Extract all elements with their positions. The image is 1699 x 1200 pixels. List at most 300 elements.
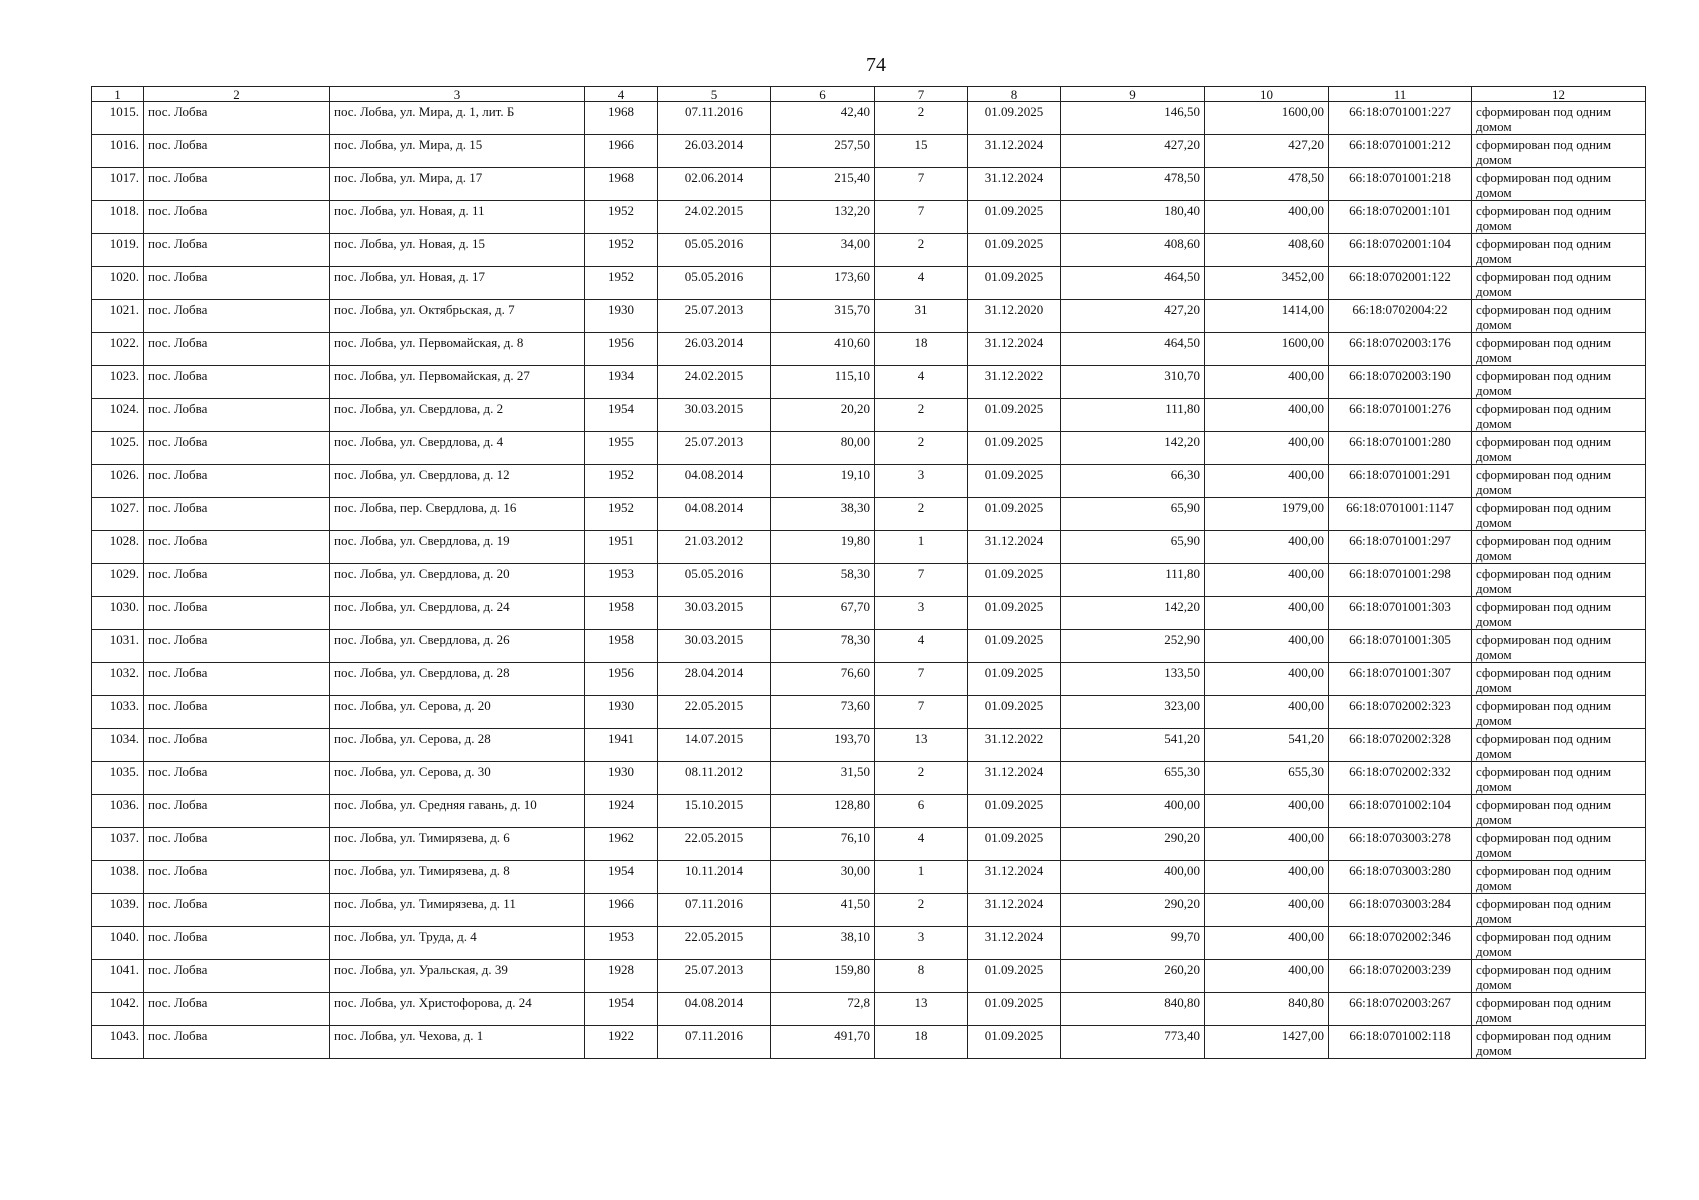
- cell-residents: 4: [875, 267, 968, 300]
- cell-land-area-total: 408,60: [1205, 234, 1329, 267]
- cell-address: пос. Лобва, ул. Новая, д. 11: [330, 201, 585, 234]
- cell-area: 257,50: [771, 135, 875, 168]
- table-row: [92, 168, 1646, 201]
- cell-year: 1968: [585, 168, 658, 201]
- cell-residents: 3: [875, 597, 968, 630]
- cell-land-area: 290,20: [1061, 894, 1205, 927]
- cell-date-registered: 07.11.2016: [658, 1026, 771, 1059]
- cell-date-registered: 05.05.2016: [658, 267, 771, 300]
- cell-land-area-total: 400,00: [1205, 795, 1329, 828]
- column-header-8: 8: [968, 87, 1061, 102]
- cell-settlement: пос. Лобва: [144, 333, 330, 366]
- cell-area: 72,8: [771, 993, 875, 1026]
- cell-area: 67,70: [771, 597, 875, 630]
- cell-residents: 18: [875, 333, 968, 366]
- table-row: [92, 267, 1646, 300]
- cell-date-registered: 04.08.2014: [658, 993, 771, 1026]
- cell-area: 34,00: [771, 234, 875, 267]
- cell-date-registered: 14.07.2015: [658, 729, 771, 762]
- cell-row-number: 1026.: [92, 465, 144, 498]
- cell-cadastral-number: 66:18:0702003:239: [1329, 960, 1472, 993]
- cell-residents: 2: [875, 399, 968, 432]
- cell-residents: 2: [875, 432, 968, 465]
- cell-settlement: пос. Лобва: [144, 366, 330, 399]
- cell-settlement: пос. Лобва: [144, 135, 330, 168]
- cell-land-area-total: 400,00: [1205, 531, 1329, 564]
- cell-residents: 2: [875, 894, 968, 927]
- cell-deadline-date: 01.09.2025: [968, 267, 1061, 300]
- cell-residents: 4: [875, 630, 968, 663]
- cell-status: сформирован под одним домом: [1472, 201, 1646, 234]
- cell-land-area: 66,30: [1061, 465, 1205, 498]
- table-row: [92, 531, 1646, 564]
- cell-deadline-date: 31.12.2024: [968, 168, 1061, 201]
- cell-residents: 4: [875, 366, 968, 399]
- cell-area: 58,30: [771, 564, 875, 597]
- cell-settlement: пос. Лобва: [144, 399, 330, 432]
- cell-cadastral-number: 66:18:0701001:305: [1329, 630, 1472, 663]
- cell-area: 115,10: [771, 366, 875, 399]
- cell-address: пос. Лобва, ул. Труда, д. 4: [330, 927, 585, 960]
- column-header-1: 1: [92, 87, 144, 102]
- cell-deadline-date: 31.12.2024: [968, 861, 1061, 894]
- cell-status: сформирован под одним домом: [1472, 135, 1646, 168]
- cell-land-area-total: 400,00: [1205, 597, 1329, 630]
- cell-cadastral-number: 66:18:0701002:104: [1329, 795, 1472, 828]
- cell-area: 315,70: [771, 300, 875, 333]
- cell-land-area: 464,50: [1061, 333, 1205, 366]
- cell-status: сформирован под одним домом: [1472, 399, 1646, 432]
- cell-cadastral-number: 66:18:0702003:267: [1329, 993, 1472, 1026]
- cell-year: 1953: [585, 564, 658, 597]
- cell-address: пос. Лобва, ул. Мира, д. 17: [330, 168, 585, 201]
- cell-land-area-total: 400,00: [1205, 366, 1329, 399]
- cell-deadline-date: 01.09.2025: [968, 102, 1061, 135]
- cell-area: 78,30: [771, 630, 875, 663]
- cell-cadastral-number: 66:18:0702002:323: [1329, 696, 1472, 729]
- cell-settlement: пос. Лобва: [144, 993, 330, 1026]
- cell-land-area: 464,50: [1061, 267, 1205, 300]
- cell-row-number: 1036.: [92, 795, 144, 828]
- column-header-5: 5: [658, 87, 771, 102]
- cell-year: 1954: [585, 993, 658, 1026]
- cell-date-registered: 26.03.2014: [658, 135, 771, 168]
- cell-land-area-total: 400,00: [1205, 465, 1329, 498]
- cell-status: сформирован под одним домом: [1472, 564, 1646, 597]
- column-header-3: 3: [330, 87, 585, 102]
- cell-area: 193,70: [771, 729, 875, 762]
- cell-address: пос. Лобва, ул. Свердлова, д. 4: [330, 432, 585, 465]
- cell-year: 1922: [585, 1026, 658, 1059]
- cell-date-registered: 22.05.2015: [658, 927, 771, 960]
- cell-settlement: пос. Лобва: [144, 861, 330, 894]
- column-header-7: 7: [875, 87, 968, 102]
- cell-status: сформирован под одним домом: [1472, 663, 1646, 696]
- cell-land-area-total: 1427,00: [1205, 1026, 1329, 1059]
- cell-land-area: 408,60: [1061, 234, 1205, 267]
- cell-cadastral-number: 66:18:0702001:122: [1329, 267, 1472, 300]
- cell-address: пос. Лобва, ул. Чехова, д. 1: [330, 1026, 585, 1059]
- table-row: [92, 795, 1646, 828]
- cell-cadastral-number: 66:18:0702001:101: [1329, 201, 1472, 234]
- cell-address: пос. Лобва, ул. Серова, д. 28: [330, 729, 585, 762]
- cell-land-area: 400,00: [1061, 795, 1205, 828]
- cell-land-area: 427,20: [1061, 135, 1205, 168]
- cell-cadastral-number: 66:18:0701001:1147: [1329, 498, 1472, 531]
- cell-year: 1934: [585, 366, 658, 399]
- cell-land-area-total: 541,20: [1205, 729, 1329, 762]
- cell-date-registered: 26.03.2014: [658, 333, 771, 366]
- cell-row-number: 1025.: [92, 432, 144, 465]
- cell-address: пос. Лобва, ул. Свердлова, д. 24: [330, 597, 585, 630]
- cell-land-area-total: 1600,00: [1205, 102, 1329, 135]
- cell-land-area-total: 1414,00: [1205, 300, 1329, 333]
- cell-residents: 13: [875, 993, 968, 1026]
- column-header-9: 9: [1061, 87, 1205, 102]
- cell-row-number: 1016.: [92, 135, 144, 168]
- cell-land-area: 65,90: [1061, 498, 1205, 531]
- cell-year: 1958: [585, 597, 658, 630]
- cell-cadastral-number: 66:18:0702002:346: [1329, 927, 1472, 960]
- cell-area: 41,50: [771, 894, 875, 927]
- cell-row-number: 1024.: [92, 399, 144, 432]
- cell-status: сформирован под одним домом: [1472, 465, 1646, 498]
- column-header-11: 11: [1329, 87, 1472, 102]
- cell-address: пос. Лобва, ул. Новая, д. 15: [330, 234, 585, 267]
- cell-land-area-total: 400,00: [1205, 894, 1329, 927]
- cell-status: сформирован под одним домом: [1472, 300, 1646, 333]
- cell-area: 19,10: [771, 465, 875, 498]
- table-row: [92, 729, 1646, 762]
- cell-status: сформирован под одним домом: [1472, 168, 1646, 201]
- cell-year: 1955: [585, 432, 658, 465]
- cell-area: 76,60: [771, 663, 875, 696]
- cell-deadline-date: 01.09.2025: [968, 828, 1061, 861]
- cell-deadline-date: 01.09.2025: [968, 498, 1061, 531]
- cell-deadline-date: 01.09.2025: [968, 564, 1061, 597]
- cell-year: 1956: [585, 663, 658, 696]
- table-row: [92, 663, 1646, 696]
- cell-residents: 8: [875, 960, 968, 993]
- cell-row-number: 1017.: [92, 168, 144, 201]
- cell-land-area-total: 427,20: [1205, 135, 1329, 168]
- cell-row-number: 1039.: [92, 894, 144, 927]
- cell-cadastral-number: 66:18:0701001:276: [1329, 399, 1472, 432]
- cell-status: сформирован под одним домом: [1472, 828, 1646, 861]
- cell-residents: 15: [875, 135, 968, 168]
- cell-area: 410,60: [771, 333, 875, 366]
- cell-address: пос. Лобва, ул. Тимирязева, д. 11: [330, 894, 585, 927]
- cell-address: пос. Лобва, ул. Мира, д. 15: [330, 135, 585, 168]
- cell-residents: 31: [875, 300, 968, 333]
- cell-area: 31,50: [771, 762, 875, 795]
- cell-land-area: 133,50: [1061, 663, 1205, 696]
- cell-land-area-total: 400,00: [1205, 201, 1329, 234]
- cell-land-area-total: 840,80: [1205, 993, 1329, 1026]
- cell-settlement: пос. Лобва: [144, 630, 330, 663]
- cell-deadline-date: 31.12.2022: [968, 366, 1061, 399]
- table-row: [92, 894, 1646, 927]
- cell-deadline-date: 31.12.2024: [968, 531, 1061, 564]
- cell-deadline-date: 01.09.2025: [968, 993, 1061, 1026]
- cell-land-area: 541,20: [1061, 729, 1205, 762]
- cell-row-number: 1041.: [92, 960, 144, 993]
- cell-area: 19,80: [771, 531, 875, 564]
- cell-status: сформирован под одним домом: [1472, 894, 1646, 927]
- cell-deadline-date: 01.09.2025: [968, 960, 1061, 993]
- cell-address: пос. Лобва, ул. Свердлова, д. 19: [330, 531, 585, 564]
- table-row: [92, 927, 1646, 960]
- table-row: [92, 861, 1646, 894]
- table-row: [92, 366, 1646, 399]
- cell-land-area-total: 400,00: [1205, 927, 1329, 960]
- cell-land-area-total: 655,30: [1205, 762, 1329, 795]
- cell-cadastral-number: 66:18:0702002:332: [1329, 762, 1472, 795]
- cell-residents: 18: [875, 1026, 968, 1059]
- cell-year: 1930: [585, 696, 658, 729]
- cell-land-area: 111,80: [1061, 564, 1205, 597]
- cell-land-area: 840,80: [1061, 993, 1205, 1026]
- cell-area: 491,70: [771, 1026, 875, 1059]
- cell-address: пос. Лобва, ул. Уральская, д. 39: [330, 960, 585, 993]
- cell-settlement: пос. Лобва: [144, 102, 330, 135]
- cell-settlement: пос. Лобва: [144, 795, 330, 828]
- cell-cadastral-number: 66:18:0701001:307: [1329, 663, 1472, 696]
- cell-date-registered: 21.03.2012: [658, 531, 771, 564]
- cell-residents: 6: [875, 795, 968, 828]
- cell-cadastral-number: 66:18:0703003:278: [1329, 828, 1472, 861]
- cell-row-number: 1022.: [92, 333, 144, 366]
- cell-deadline-date: 31.12.2022: [968, 729, 1061, 762]
- cell-area: 173,60: [771, 267, 875, 300]
- cell-address: пос. Лобва, ул. Свердлова, д. 12: [330, 465, 585, 498]
- cell-address: пос. Лобва, ул. Первомайская, д. 8: [330, 333, 585, 366]
- cell-land-area-total: 400,00: [1205, 432, 1329, 465]
- cell-deadline-date: 01.09.2025: [968, 1026, 1061, 1059]
- cell-land-area-total: 1979,00: [1205, 498, 1329, 531]
- cell-date-registered: 30.03.2015: [658, 597, 771, 630]
- cell-residents: 3: [875, 927, 968, 960]
- cell-year: 1951: [585, 531, 658, 564]
- table-row: [92, 564, 1646, 597]
- cell-row-number: 1043.: [92, 1026, 144, 1059]
- table-row: [92, 993, 1646, 1026]
- cell-land-area-total: 400,00: [1205, 861, 1329, 894]
- cell-settlement: пос. Лобва: [144, 894, 330, 927]
- cell-deadline-date: 01.09.2025: [968, 795, 1061, 828]
- cell-land-area: 65,90: [1061, 531, 1205, 564]
- cell-address: пос. Лобва, ул. Свердлова, д. 2: [330, 399, 585, 432]
- cell-year: 1924: [585, 795, 658, 828]
- cell-deadline-date: 31.12.2024: [968, 894, 1061, 927]
- cell-date-registered: 02.06.2014: [658, 168, 771, 201]
- cell-cadastral-number: 66:18:0702002:328: [1329, 729, 1472, 762]
- cell-status: сформирован под одним домом: [1472, 498, 1646, 531]
- cell-date-registered: 28.04.2014: [658, 663, 771, 696]
- cell-date-registered: 22.05.2015: [658, 828, 771, 861]
- cell-land-area-total: 400,00: [1205, 663, 1329, 696]
- cell-deadline-date: 01.09.2025: [968, 234, 1061, 267]
- table-row: [92, 201, 1646, 234]
- cell-area: 20,20: [771, 399, 875, 432]
- cell-row-number: 1030.: [92, 597, 144, 630]
- table-row: [92, 828, 1646, 861]
- cell-area: 128,80: [771, 795, 875, 828]
- cell-land-area: 252,90: [1061, 630, 1205, 663]
- cell-deadline-date: 31.12.2024: [968, 333, 1061, 366]
- cell-land-area-total: 400,00: [1205, 399, 1329, 432]
- cell-land-area-total: 1600,00: [1205, 333, 1329, 366]
- cell-area: 42,40: [771, 102, 875, 135]
- cell-settlement: пос. Лобва: [144, 927, 330, 960]
- cell-cadastral-number: 66:18:0702003:190: [1329, 366, 1472, 399]
- table-row: [92, 135, 1646, 168]
- cell-date-registered: 07.11.2016: [658, 102, 771, 135]
- cell-row-number: 1038.: [92, 861, 144, 894]
- cell-land-area: 400,00: [1061, 861, 1205, 894]
- registry-table: [91, 86, 1646, 1059]
- cell-settlement: пос. Лобва: [144, 168, 330, 201]
- table-row: [92, 102, 1646, 135]
- cell-date-registered: 30.03.2015: [658, 630, 771, 663]
- cell-status: сформирован под одним домом: [1472, 630, 1646, 663]
- cell-cadastral-number: 66:18:0703003:280: [1329, 861, 1472, 894]
- cell-year: 1966: [585, 894, 658, 927]
- cell-year: 1930: [585, 762, 658, 795]
- cell-cadastral-number: 66:18:0702001:104: [1329, 234, 1472, 267]
- cell-address: пос. Лобва, ул. Христофорова, д. 24: [330, 993, 585, 1026]
- cell-year: 1958: [585, 630, 658, 663]
- cell-row-number: 1035.: [92, 762, 144, 795]
- cell-row-number: 1021.: [92, 300, 144, 333]
- table-row: [92, 597, 1646, 630]
- cell-land-area: 111,80: [1061, 399, 1205, 432]
- cell-year: 1956: [585, 333, 658, 366]
- cell-cadastral-number: 66:18:0701001:280: [1329, 432, 1472, 465]
- cell-address: пос. Лобва, ул. Серова, д. 30: [330, 762, 585, 795]
- cell-address: пос. Лобва, ул. Новая, д. 17: [330, 267, 585, 300]
- cell-date-registered: 30.03.2015: [658, 399, 771, 432]
- cell-status: сформирован под одним домом: [1472, 432, 1646, 465]
- cell-land-area-total: 478,50: [1205, 168, 1329, 201]
- cell-residents: 7: [875, 168, 968, 201]
- cell-date-registered: 22.05.2015: [658, 696, 771, 729]
- cell-row-number: 1032.: [92, 663, 144, 696]
- cell-row-number: 1034.: [92, 729, 144, 762]
- cell-date-registered: 25.07.2013: [658, 432, 771, 465]
- column-header-6: 6: [771, 87, 875, 102]
- cell-date-registered: 08.11.2012: [658, 762, 771, 795]
- cell-cadastral-number: 66:18:0702004:22: [1329, 300, 1472, 333]
- cell-year: 1930: [585, 300, 658, 333]
- cell-residents: 7: [875, 663, 968, 696]
- cell-residents: 3: [875, 465, 968, 498]
- table-row: [92, 762, 1646, 795]
- cell-settlement: пос. Лобва: [144, 1026, 330, 1059]
- cell-deadline-date: 31.12.2024: [968, 135, 1061, 168]
- cell-status: сформирован под одним домом: [1472, 366, 1646, 399]
- cell-settlement: пос. Лобва: [144, 597, 330, 630]
- cell-status: сформирован под одним домом: [1472, 795, 1646, 828]
- column-header-10: 10: [1205, 87, 1329, 102]
- cell-area: 30,00: [771, 861, 875, 894]
- cell-land-area: 773,40: [1061, 1026, 1205, 1059]
- cell-settlement: пос. Лобва: [144, 465, 330, 498]
- cell-land-area: 310,70: [1061, 366, 1205, 399]
- cell-cadastral-number: 66:18:0701001:212: [1329, 135, 1472, 168]
- cell-land-area-total: 400,00: [1205, 696, 1329, 729]
- cell-row-number: 1023.: [92, 366, 144, 399]
- cell-land-area: 142,20: [1061, 597, 1205, 630]
- cell-row-number: 1029.: [92, 564, 144, 597]
- cell-status: сформирован под одним домом: [1472, 762, 1646, 795]
- cell-address: пос. Лобва, ул. Первомайская, д. 27: [330, 366, 585, 399]
- cell-status: сформирован под одним домом: [1472, 960, 1646, 993]
- cell-address: пос. Лобва, ул. Свердлова, д. 28: [330, 663, 585, 696]
- cell-area: 215,40: [771, 168, 875, 201]
- cell-deadline-date: 01.09.2025: [968, 432, 1061, 465]
- cell-residents: 1: [875, 861, 968, 894]
- cell-year: 1952: [585, 267, 658, 300]
- cell-address: пос. Лобва, ул. Мира, д. 1, лит. Б: [330, 102, 585, 135]
- cell-status: сформирован под одним домом: [1472, 102, 1646, 135]
- cell-year: 1952: [585, 234, 658, 267]
- table-row: [92, 432, 1646, 465]
- cell-area: 80,00: [771, 432, 875, 465]
- cell-date-registered: 15.10.2015: [658, 795, 771, 828]
- cell-land-area-total: 400,00: [1205, 960, 1329, 993]
- cell-date-registered: 25.07.2013: [658, 300, 771, 333]
- cell-settlement: пос. Лобва: [144, 729, 330, 762]
- table-row: [92, 1026, 1646, 1059]
- cell-address: пос. Лобва, ул. Свердлова, д. 26: [330, 630, 585, 663]
- table-row: [92, 300, 1646, 333]
- cell-address: пос. Лобва, ул. Тимирязева, д. 6: [330, 828, 585, 861]
- cell-year: 1962: [585, 828, 658, 861]
- cell-cadastral-number: 66:18:0701001:227: [1329, 102, 1472, 135]
- cell-date-registered: 24.02.2015: [658, 366, 771, 399]
- cell-cadastral-number: 66:18:0701001:291: [1329, 465, 1472, 498]
- cell-date-registered: 24.02.2015: [658, 201, 771, 234]
- cell-row-number: 1018.: [92, 201, 144, 234]
- column-header-12: 12: [1472, 87, 1646, 102]
- cell-address: пос. Лобва, ул. Тимирязева, д. 8: [330, 861, 585, 894]
- cell-status: сформирован под одним домом: [1472, 333, 1646, 366]
- cell-address: пос. Лобва, ул. Свердлова, д. 20: [330, 564, 585, 597]
- cell-status: сформирован под одним домом: [1472, 234, 1646, 267]
- cell-status: сформирован под одним домом: [1472, 1026, 1646, 1059]
- cell-address: пос. Лобва, ул. Октябрьская, д. 7: [330, 300, 585, 333]
- cell-settlement: пос. Лобва: [144, 762, 330, 795]
- cell-row-number: 1042.: [92, 993, 144, 1026]
- cell-cadastral-number: 66:18:0701001:297: [1329, 531, 1472, 564]
- cell-cadastral-number: 66:18:0702003:176: [1329, 333, 1472, 366]
- cell-address: пос. Лобва, пер. Свердлова, д. 16: [330, 498, 585, 531]
- cell-residents: 13: [875, 729, 968, 762]
- cell-land-area: 142,20: [1061, 432, 1205, 465]
- cell-land-area: 427,20: [1061, 300, 1205, 333]
- cell-deadline-date: 01.09.2025: [968, 663, 1061, 696]
- cell-row-number: 1033.: [92, 696, 144, 729]
- cell-settlement: пос. Лобва: [144, 432, 330, 465]
- column-header-4: 4: [585, 87, 658, 102]
- cell-status: сформирован под одним домом: [1472, 729, 1646, 762]
- cell-land-area-total: 3452,00: [1205, 267, 1329, 300]
- cell-status: сформирован под одним домом: [1472, 861, 1646, 894]
- cell-year: 1941: [585, 729, 658, 762]
- cell-residents: 7: [875, 201, 968, 234]
- cell-settlement: пос. Лобва: [144, 663, 330, 696]
